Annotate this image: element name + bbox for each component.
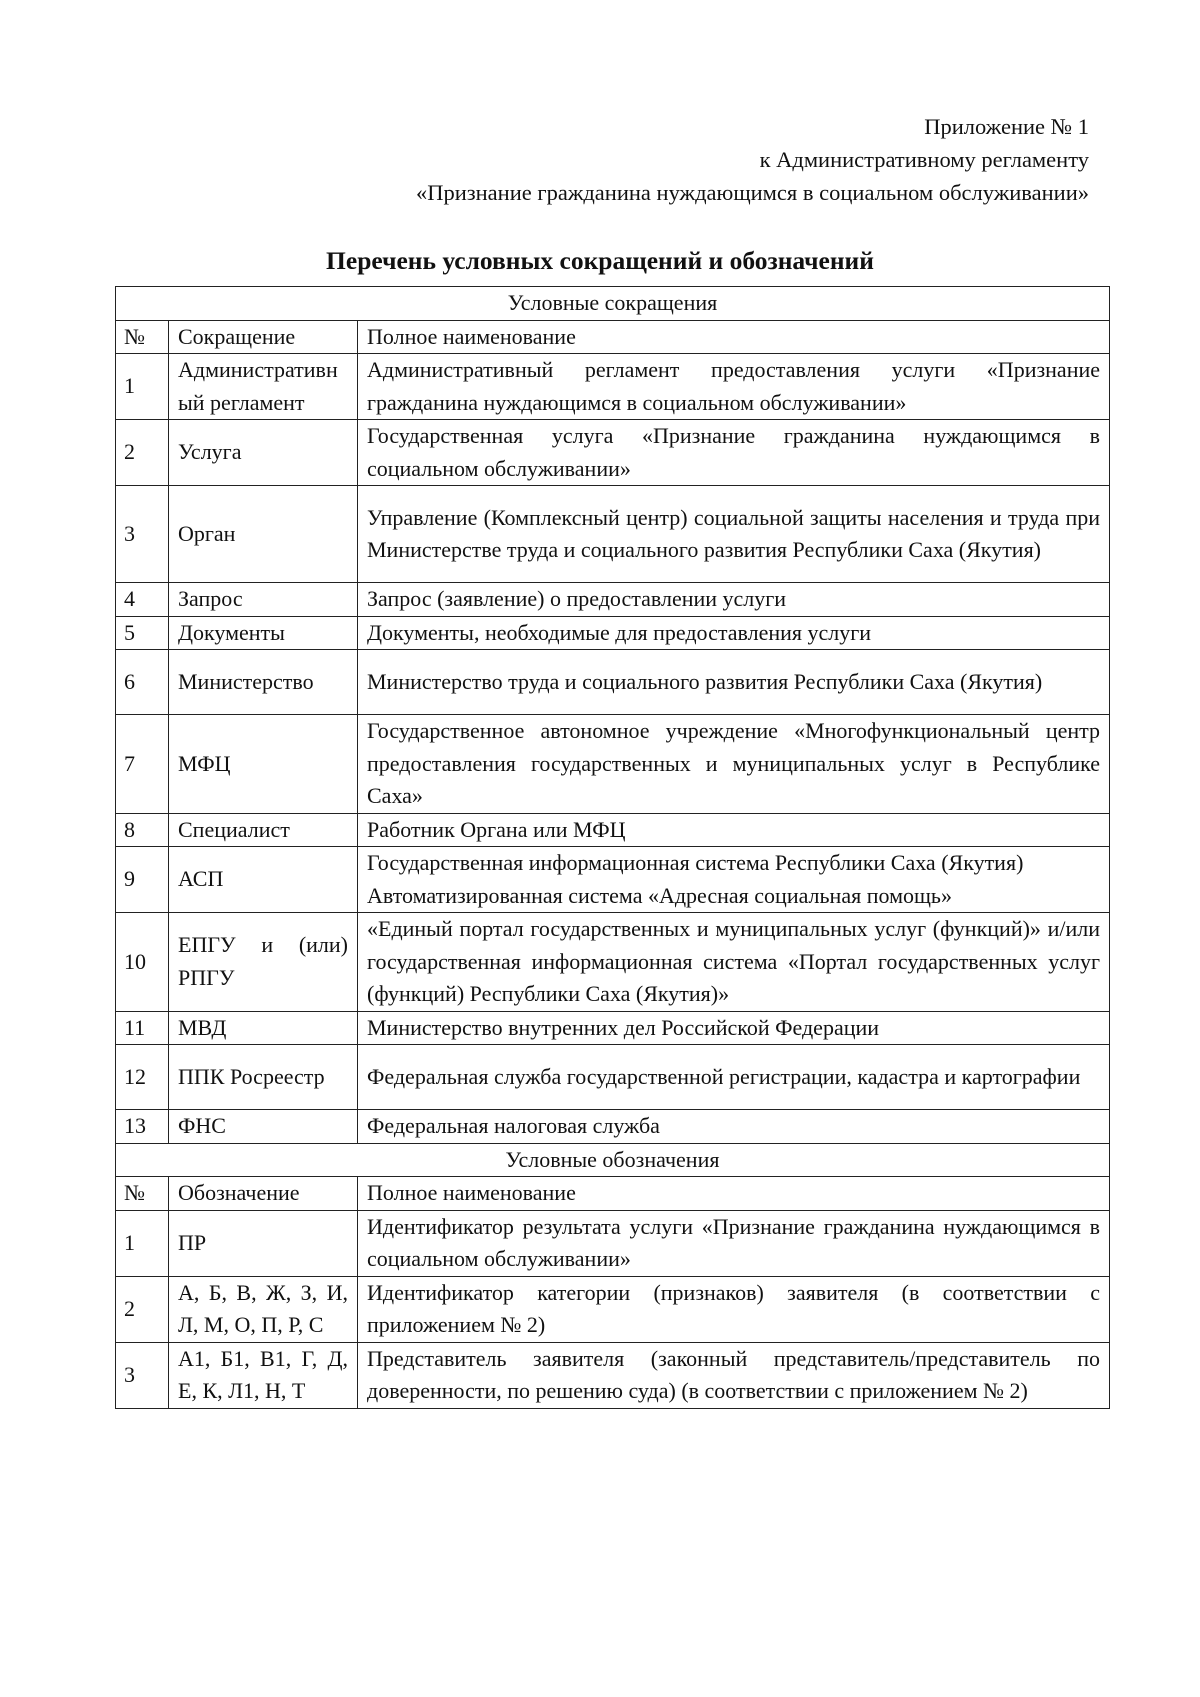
row-full xyxy=(358,847,1110,913)
row-full: Запрос (заявление) о предоставлении услуги xyxy=(358,583,1110,617)
row-short: Документы xyxy=(169,616,358,650)
table-row xyxy=(116,354,1110,420)
row-number: 12 xyxy=(116,1045,169,1110)
row-number: 2 xyxy=(116,420,169,486)
row-full-line-2: Автоматизированная система «Адресная социальная помощь» xyxy=(367,882,952,908)
row-short: АСП xyxy=(169,847,358,913)
table-row xyxy=(116,1011,1110,1045)
column-header-full: Полное наименование xyxy=(358,1177,1110,1211)
table-row xyxy=(116,616,1110,650)
row-number: 9 xyxy=(116,847,169,913)
row-short: МВД xyxy=(169,1011,358,1045)
attachment-number: Приложение № 1 xyxy=(924,114,1089,139)
attachment-header xyxy=(416,110,1089,209)
row-short: ЕПГУ и (или) РПГУ xyxy=(169,913,358,1012)
table-row xyxy=(116,420,1110,486)
row-full: Федеральная служба государственной регистрации, кадастра и картографии xyxy=(358,1045,1110,1110)
row-full: Идентификатор категории (признаков) заявителя (в соответствии с приложением № 2) xyxy=(358,1276,1110,1342)
row-number: 7 xyxy=(116,715,169,814)
table-row xyxy=(116,486,1110,583)
row-short: ППК Росреестр xyxy=(169,1045,358,1110)
row-short: Орган xyxy=(169,486,358,583)
row-short: ПР xyxy=(169,1210,358,1276)
table-row xyxy=(116,1210,1110,1276)
table-header-row xyxy=(116,320,1110,354)
column-header-num: № xyxy=(116,320,169,354)
section-title: Условные сокращения xyxy=(116,287,1110,321)
row-short: Запрос xyxy=(169,583,358,617)
table-row xyxy=(116,1110,1110,1144)
row-full: Работник Органа или МФЦ xyxy=(358,813,1110,847)
row-number: 5 xyxy=(116,616,169,650)
abbreviations-table xyxy=(115,286,1110,1409)
table-header-row xyxy=(116,1177,1110,1211)
row-short: Административный регламент xyxy=(169,354,358,420)
page-title: Перечень условных сокращений и обозначений xyxy=(326,246,874,275)
table-row xyxy=(116,813,1110,847)
row-number: 13 xyxy=(116,1110,169,1144)
row-full: Идентификатор результата услуги «Признание гражданина нуждающимся в социальном обслуживании» xyxy=(358,1210,1110,1276)
column-header-short: Сокращение xyxy=(169,320,358,354)
column-header-short: Обозначение xyxy=(169,1177,358,1211)
table-row xyxy=(116,1276,1110,1342)
row-number: 4 xyxy=(116,583,169,617)
section-header-abbreviations xyxy=(116,287,1110,321)
row-full: Государственная услуга «Признание гражданина нуждающимся в социальном обслуживании» xyxy=(358,420,1110,486)
row-number: 3 xyxy=(116,486,169,583)
row-number: 8 xyxy=(116,813,169,847)
table-row xyxy=(116,1045,1110,1110)
table-row xyxy=(116,715,1110,814)
row-short: Услуга xyxy=(169,420,358,486)
row-full: Управление (Комплексный центр) социальной защиты населения и труда при Министерстве труда и социального развития Республики Саха (Якутия) xyxy=(358,486,1110,583)
row-full: Представитель заявителя (законный представитель/представитель по доверенности, по решению суда) (в соответствии с приложением № 2) xyxy=(358,1342,1110,1408)
row-short: Министерство xyxy=(169,650,358,715)
table-row xyxy=(116,1342,1110,1408)
row-number: 1 xyxy=(116,354,169,420)
row-number: 10 xyxy=(116,913,169,1012)
section-title: Условные обозначения xyxy=(116,1143,1110,1177)
row-full: «Единый портал государственных и муниципальных услуг (функций)» и/или государственная информационная система «Портал государственных услуг (функций) Республики Саха (Якутия)» xyxy=(358,913,1110,1012)
row-number: 11 xyxy=(116,1011,169,1045)
row-full: Федеральная налоговая служба xyxy=(358,1110,1110,1144)
row-short: Специалист xyxy=(169,813,358,847)
table-row xyxy=(116,650,1110,715)
column-header-full: Полное наименование xyxy=(358,320,1110,354)
table-row xyxy=(116,583,1110,617)
row-short: А, Б, В, Ж, З, И, Л, М, О, П, Р, С xyxy=(169,1276,358,1342)
row-full: Министерство внутренних дел Российской Федерации xyxy=(358,1011,1110,1045)
table-row xyxy=(116,847,1110,913)
row-full: Министерство труда и социального развития Республики Саха (Якутия) xyxy=(358,650,1110,715)
table-row xyxy=(116,913,1110,1012)
row-number: 6 xyxy=(116,650,169,715)
section-header-designations xyxy=(116,1143,1110,1177)
row-full-line-1: Государственная информационная система Республики Саха (Якутия) xyxy=(367,850,1024,875)
regulation-name: «Признание гражданина нуждающимся в социальном обслуживании» xyxy=(415,180,1089,205)
row-short: МФЦ xyxy=(169,715,358,814)
column-header-num: № xyxy=(116,1177,169,1211)
attachment-reference: к Административному регламенту xyxy=(759,147,1089,172)
row-number: 2 xyxy=(116,1276,169,1342)
row-number: 1 xyxy=(116,1210,169,1276)
row-short: ФНС xyxy=(169,1110,358,1144)
row-full: Государственное автономное учреждение «Многофункциональный центр предоставления государственных и муниципальных услуг в Республике Саха» xyxy=(358,715,1110,814)
row-number: 3 xyxy=(116,1342,169,1408)
row-full: Документы, необходимые для предоставления услуги xyxy=(358,616,1110,650)
row-short: А1, Б1, В1, Г, Д, Е, К, Л1, Н, Т xyxy=(169,1342,358,1408)
row-full: Административный регламент предоставления услуги «Признание гражданина нуждающимся в социальном обслуживании» xyxy=(358,354,1110,420)
